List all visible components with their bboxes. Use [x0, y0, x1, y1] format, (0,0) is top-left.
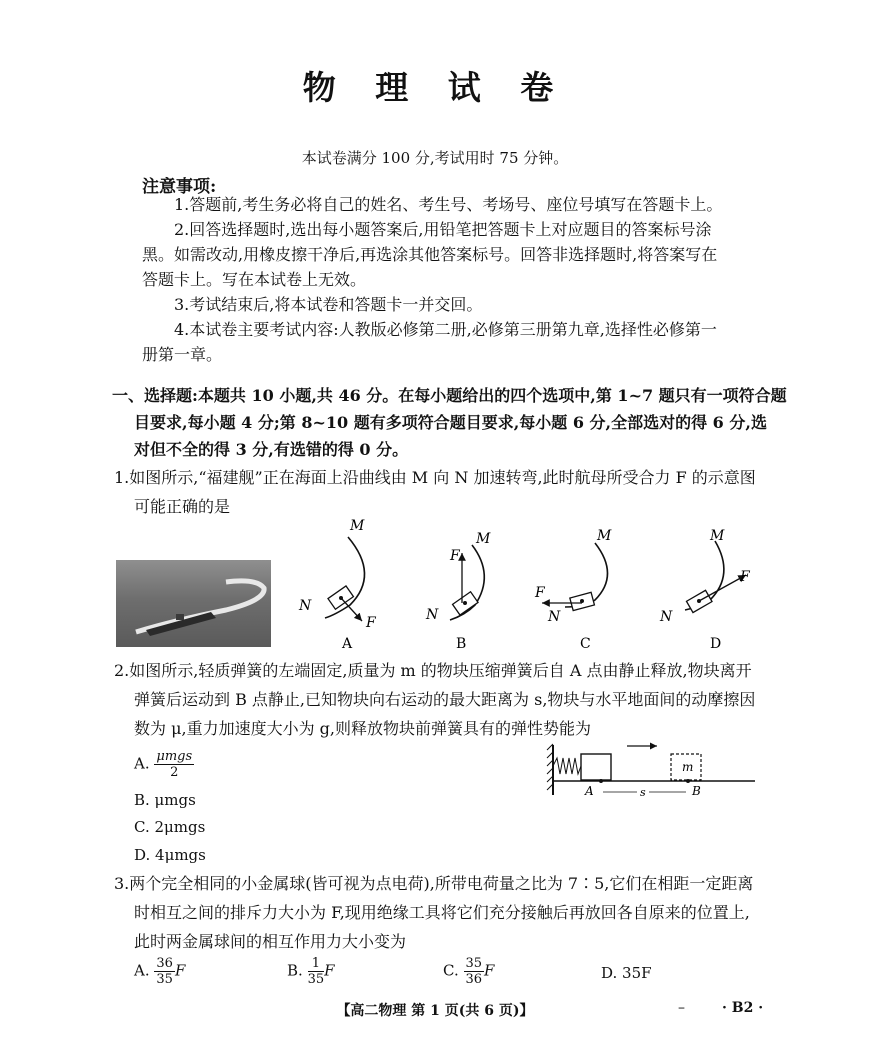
diagram-c — [534, 528, 612, 652]
q2-option-a-fraction — [154, 749, 194, 780]
q3-option-d: D. 35F — [601, 964, 652, 982]
label-M: M — [350, 518, 365, 534]
aircraft-carrier-photo — [116, 560, 271, 647]
label-F: F — [740, 569, 750, 585]
q2-option-a — [134, 749, 194, 780]
option-a-label: A — [342, 636, 353, 652]
section-1-line1: 一、选择题:本题共 10 小题,共 46 分。在每小题给出的四个选项中,第 1~7 题只有一项符合题 — [112, 386, 787, 405]
label-F: F — [535, 585, 545, 601]
notice-item-3: 3.考试结束后,将本试卷和答题卡一并交回。 — [174, 295, 483, 314]
section-1-line3: 对但不全的得 3 分,有选错的得 0 分。 — [134, 440, 409, 459]
q3-option-a-prefix: A. — [134, 961, 150, 980]
notice-item-2-line2: 黑。如需改动,用橡皮擦干净后,再选涂其他答案标号。回答非选择题时,将答案写在 — [142, 245, 718, 264]
exam-info: 本试卷满分 100 分,考试用时 75 分钟。 — [301, 149, 569, 167]
question-1-line1: 1.如图所示,“福建舰”正在海面上沿曲线由 M 向 N 加速转弯,此时航母所受合力 F 的示意图 — [114, 468, 756, 487]
diagram-b — [425, 531, 491, 652]
notice-item-4-line2: 册第一章。 — [142, 345, 223, 364]
q1-force-diagrams — [290, 515, 770, 655]
q3-option-a-fraction — [154, 956, 175, 987]
notice-heading: 注意事项: — [142, 177, 217, 197]
q3-option-b — [287, 956, 335, 987]
q3-option-b-denominator: 35 — [307, 972, 325, 987]
notice-item-4-line1: 4.本试卷主要考试内容:人教版必修第二册,必修第三册第九章,选择性必修第一 — [174, 320, 717, 339]
label-F: F — [366, 615, 376, 631]
q2-option-a-denominator: 2 — [170, 765, 179, 780]
label-N: N — [426, 607, 439, 623]
diagram-a — [298, 518, 377, 652]
page-title: 物 理 试 卷 — [302, 68, 568, 107]
page-footer: 【高二物理 第 1 页(共 6 页)】 — [336, 1003, 534, 1019]
label-M: M — [710, 528, 725, 544]
q2-option-c: C. 2μmgs — [134, 818, 206, 836]
option-d-label: D — [710, 636, 722, 652]
option-b-label: B — [456, 636, 467, 652]
spring-block-diagram — [545, 740, 760, 802]
notice-item-2-line3: 答题卡上。写在本试卷上无效。 — [142, 270, 367, 289]
q2-option-a-prefix: A. — [134, 754, 150, 773]
q3-option-a-F: F — [174, 961, 186, 980]
q3-option-c-F: F — [484, 961, 495, 980]
question-2-line2: 弹簧后运动到 B 点静止,已知物块向右运动的最大距离为 s,物块与水平地面间的动摩擦因 — [134, 690, 756, 709]
notice-item-2-line1: 2.回答选择题时,选出每小题答案后,用铅笔把答题卡上对应题目的答案标号涂 — [174, 220, 712, 239]
section-1-line2: 目要求,每小题 4 分;第 8~10 题有多项符合题目要求,每小题 6 分,全部选对的得 6 分,选 — [134, 413, 767, 432]
diagram-d — [659, 528, 751, 652]
fig-s: s — [640, 786, 646, 799]
q2-option-b: B. μmgs — [134, 791, 196, 809]
q3-option-c-fraction — [464, 956, 485, 987]
label-M: M — [476, 531, 491, 547]
label-M: M — [597, 528, 612, 544]
fig-B: B — [692, 784, 701, 798]
q3-option-b-numerator: 1 — [308, 956, 325, 972]
fig-m: m — [682, 760, 694, 774]
question-1-line2: 可能正确的是 — [134, 497, 231, 516]
question-3-line2: 时相互之间的排斥力大小为 F,现用绝缘工具将它们充分接触后再放回各自原来的位置上, — [134, 903, 750, 922]
fig-A: A — [585, 784, 594, 798]
q2-option-d: D. 4μmgs — [134, 846, 206, 864]
q3-option-c-denominator: 36 — [465, 972, 483, 987]
option-c-label: C — [580, 636, 591, 652]
paper-code: · B2 · — [722, 1000, 764, 1016]
question-3-line1: 3.两个完全相同的小金属球(皆可视为点电荷),所带电荷量之比为 7∶5,它们在相距一定距离 — [114, 874, 754, 893]
question-3-line3: 此时两金属球间的相互作用力大小变为 — [134, 932, 407, 951]
q3-option-c — [443, 956, 494, 987]
q3-option-b-fraction — [308, 956, 325, 987]
q3-option-c-prefix: C. — [443, 961, 459, 980]
label-N: N — [299, 598, 312, 614]
q2-option-a-numerator: μmgs — [156, 749, 193, 764]
q3-option-a — [134, 956, 185, 987]
label-N: N — [548, 609, 561, 625]
q3-option-c-numerator: 35 — [465, 956, 483, 971]
notice-item-1: 1.答题前,考生务必将自己的姓名、考生号、考场号、座位号填写在答题卡上。 — [174, 195, 723, 214]
question-2-line1: 2.如图所示,轻质弹簧的左端固定,质量为 m 的物块压缩弹簧后自 A 点由静止释放,物块离开 — [114, 661, 752, 680]
q3-option-b-F: F — [324, 961, 335, 980]
q3-option-a-numerator: 36 — [156, 956, 173, 971]
q3-option-a-denominator: 35 — [156, 972, 173, 987]
label-F: F — [450, 548, 460, 564]
footer-dash: – — [678, 1000, 685, 1016]
q3-option-b-prefix: B. — [287, 961, 303, 980]
question-2-line3: 数为 μ,重力加速度大小为 g,则释放物块前弹簧具有的弹性势能为 — [134, 719, 591, 738]
label-N: N — [660, 609, 673, 625]
